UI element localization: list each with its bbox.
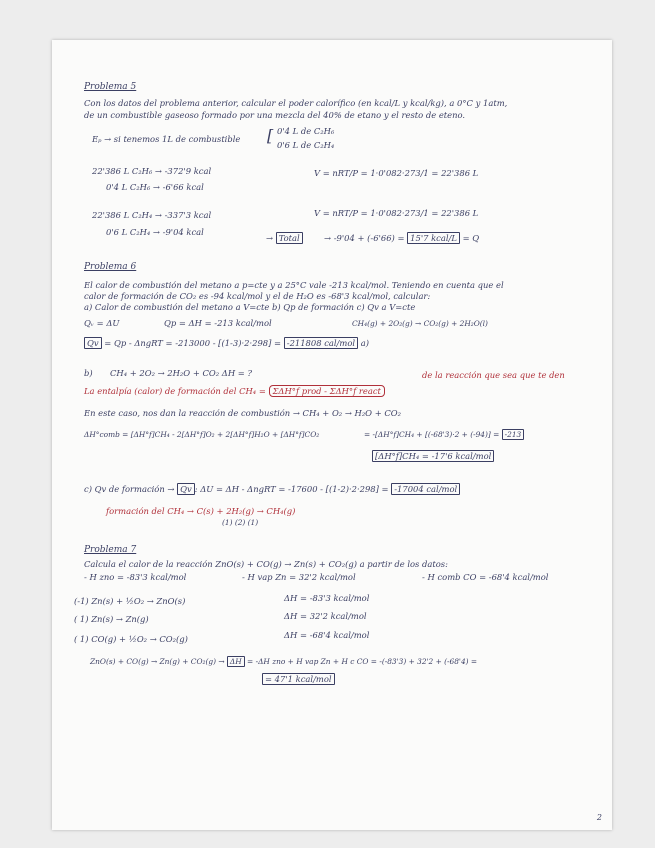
part-c-result: -17004 cal/mol bbox=[391, 483, 460, 495]
part-b-note: de la reacción que sea que te den bbox=[422, 370, 565, 380]
problem5-title: Problema 5 bbox=[84, 82, 137, 92]
problem7-data-1: - H zno = -83'3 kcal/mol bbox=[84, 572, 187, 582]
problem5-basis: Eₚ → si tenemos 1L de combustible bbox=[92, 134, 241, 144]
problem5-statement-1: Con los datos del problema anterior, calcular el poder calorífico (en kcal/L y kcal/kg), a 0°C y 1atm, bbox=[84, 98, 508, 108]
ratio-ethene-1: 22'386 L C₂H₄ → -337'3 kcal bbox=[92, 210, 212, 220]
part-b-equation-right: = -[ΔH°f]CH₄ + [(-68'3)·2 + (-94)] = -213 bbox=[364, 430, 524, 440]
part-b-text: En este caso, nos dan la reacción de combustión → CH₄ + O₂ → H₂O + CO₂ bbox=[84, 408, 402, 418]
total-equation: → -9'04 + (-6'66) = 15'7 kcal/L = Q bbox=[324, 233, 480, 243]
part-b-enthalpy: La entalpía (calor) de formación del CH₄ = ΣΔH°f prod - ΣΔH°f react bbox=[84, 386, 385, 396]
problem6-statement-2: calor de formación de CO₂ es -94 kcal/mol y el de H₂O es -68'3 kcal/mol, calcular: bbox=[84, 291, 431, 301]
overall-dh: ΔH bbox=[227, 656, 245, 667]
problem6-title: Problema 6 bbox=[84, 262, 137, 272]
problem7-statement: Calcula el calor de la reacción ZnO(s) + CO(g) → Zn(s) + CO₂(g) a partir de los datos: bbox=[84, 559, 448, 569]
part-c-line: c) Qv de formación → Qv : ΔU = ΔH - ΔngRT = -17600 - [(1-2)·2·298] = -17004 cal/mol bbox=[84, 484, 460, 494]
volume-ethene: V = nRT/P = 1·0'082·273/1 = 22'386 L bbox=[314, 208, 479, 218]
notebook-page bbox=[52, 40, 612, 830]
problem7-title: Problema 7 bbox=[84, 545, 137, 555]
step-1: (-1) Zn(s) + ½O₂ → ZnO(s) bbox=[74, 596, 186, 606]
problem6-questions: a) Calor de combustión del metano a V=cte b) Qp de formación c) Qv a V=cte bbox=[84, 302, 416, 312]
problem7-data-3: - H comb CO = -68'4 kcal/mol bbox=[422, 572, 549, 582]
combustion-reaction: CH₄(g) + 2O₂(g) → CO₂(g) + 2H₂O(l) bbox=[352, 319, 488, 328]
volume-ethane: V = nRT/P = 1·0'082·273/1 = 22'386 L bbox=[314, 168, 479, 178]
basis-ethene: 0'6 L de C₂H₄ bbox=[277, 140, 335, 150]
ratio-ethane-2: 0'4 L C₂H₆ → -6'66 kcal bbox=[106, 182, 204, 192]
ratio-ethene-2: 0'6 L C₂H₄ → -9'04 kcal bbox=[106, 227, 204, 237]
part-b-reaction: CH₄ + 2O₂ → 2H₂O + CO₂ ΔH = ? bbox=[110, 368, 252, 378]
step-1-dh: ΔH = -83'3 kcal/mol bbox=[284, 593, 370, 603]
qp-definition: Qp = ΔH = -213 kcal/mol bbox=[164, 318, 272, 328]
total-label: → Total bbox=[266, 233, 303, 243]
part-b-formula: ΣΔH°f prod - ΣΔH°f react bbox=[269, 385, 385, 397]
step-3: ( 1) CO(g) + ½O₂ → CO₂(g) bbox=[74, 634, 188, 644]
basis-ethane: 0'4 L de C₂H₆ bbox=[277, 126, 335, 136]
problem6-statement-1: El calor de combustión del metano a p=cte y a 25°C vale -213 kcal/mol. Teniendo en cuenta que el bbox=[84, 280, 504, 290]
part-b-result: [ΔH°f]CH₄ = -17'6 kcal/mol bbox=[372, 451, 494, 461]
part-a-result: -211808 cal/mol bbox=[284, 337, 358, 349]
step-3-dh: ΔH = -68'4 kcal/mol bbox=[284, 630, 370, 640]
page-number: 2 bbox=[596, 813, 602, 822]
step-2-dh: ΔH = 32'2 kcal/mol bbox=[284, 611, 367, 621]
qv-definition: Qᵥ = ΔU bbox=[84, 318, 120, 328]
total-result: 15'7 kcal/L bbox=[407, 232, 460, 244]
bracket-symbol: [ bbox=[267, 126, 274, 145]
part-c-subscripts: (1) (2) (1) bbox=[222, 518, 259, 527]
overall-line: ZnO(s) + CO(g) → Zn(g) + CO₂(g) → ΔH = -ΔH zno + H vap Zn + H c CO = -(-83'3) + 32'2 + (-68'4) = bbox=[90, 657, 478, 666]
part-b-equation-left: ΔH°comb = [ΔH°f]CH₄ - 2[ΔH°f]O₂ + 2[ΔH°f]H₂O + [ΔH°f]CO₂ bbox=[84, 430, 320, 439]
problem5-statement-2: de un combustible gaseoso formado por una mezcla del 40% de etano y el resto de eteno. bbox=[84, 110, 466, 120]
part-b-value: -213 bbox=[502, 429, 525, 440]
ratio-ethane-1: 22'386 L C₂H₆ → -372'9 kcal bbox=[92, 166, 212, 176]
problem7-data-2: - H vap Zn = 32'2 kcal/mol bbox=[242, 572, 356, 582]
part-b-label: b) bbox=[84, 368, 93, 378]
part-c-formation: formación del CH₄ → C(s) + 2H₂(g) → CH₄(g) bbox=[106, 506, 296, 516]
step-2: ( 1) Zn(s) → Zn(g) bbox=[74, 614, 149, 624]
part-a-line: Qv = Qp - ΔngRT = -213000 - [(1-3)·2·298] = -211808 cal/mol a) bbox=[84, 338, 369, 348]
part-a-qv: Qv bbox=[84, 337, 102, 349]
part-c-qv: Qv bbox=[177, 483, 195, 495]
total-box: Total bbox=[276, 232, 303, 244]
overall-result: = 47'1 kcal/mol bbox=[262, 674, 335, 684]
